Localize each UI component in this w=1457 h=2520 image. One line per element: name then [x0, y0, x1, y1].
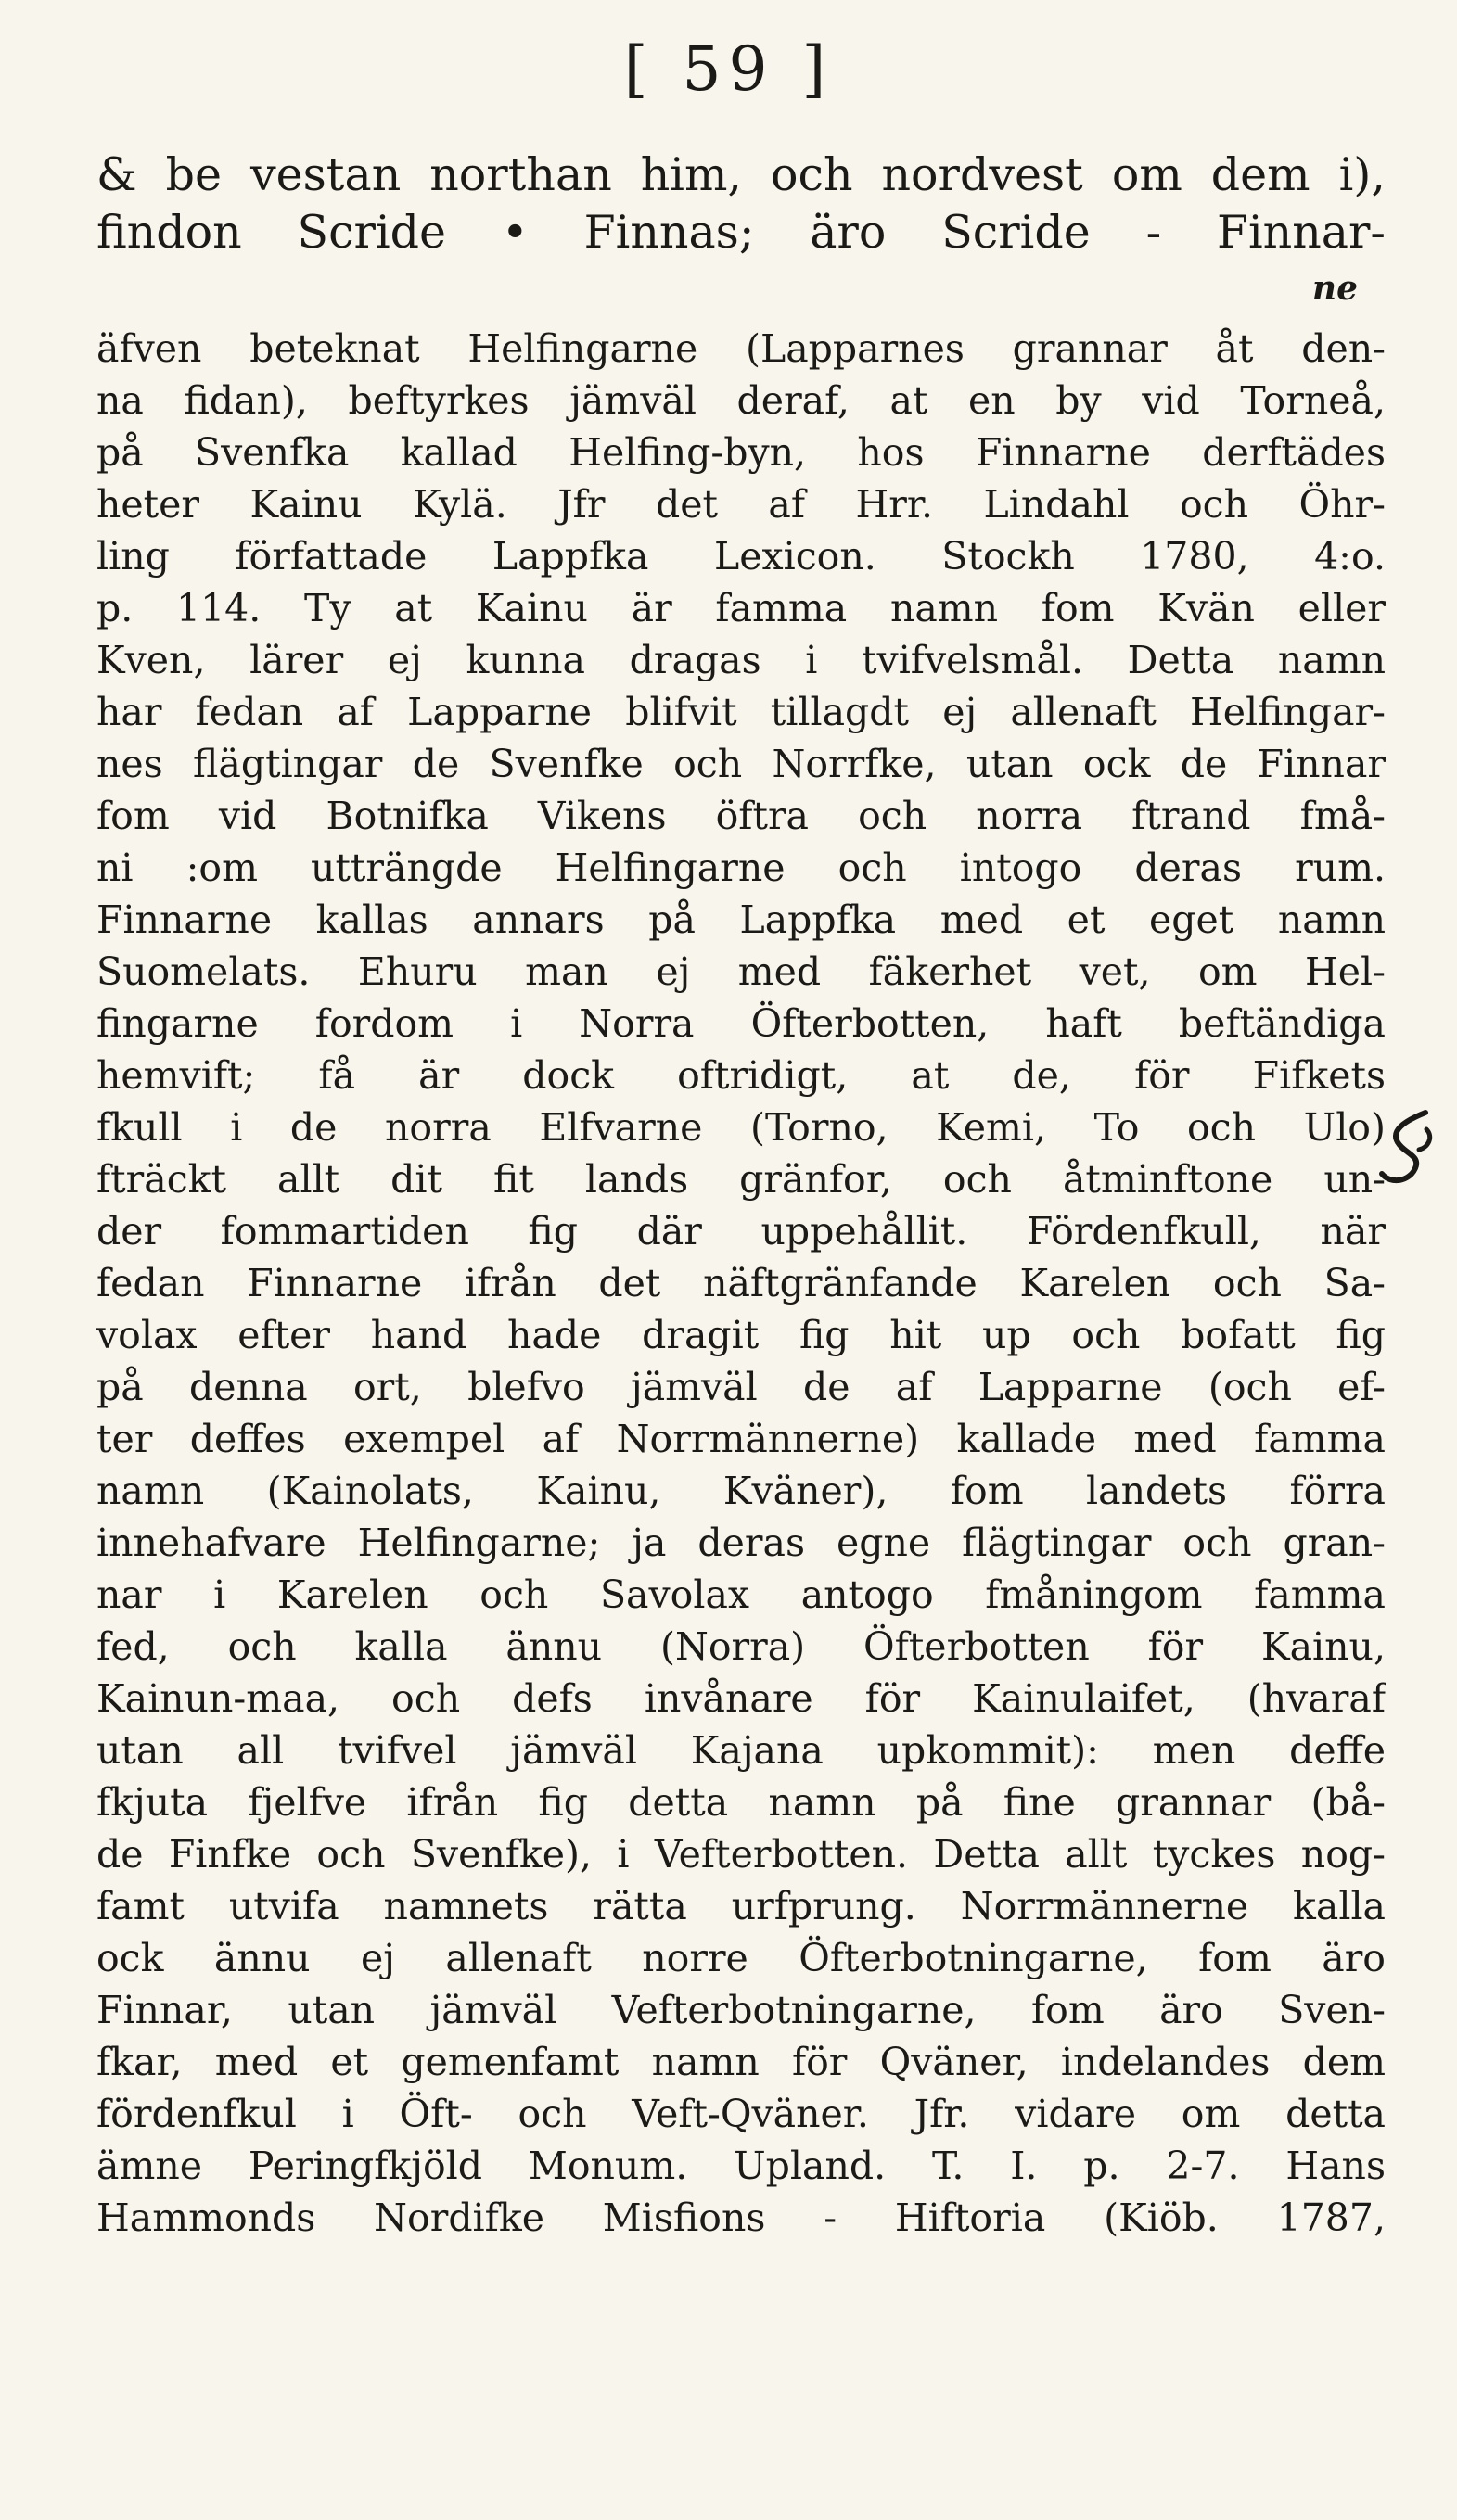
text-block [96, 146, 1386, 2244]
text-line-8: ling författade Lappfka Lexicon. Stockh 1780, 4:o. [96, 534, 1386, 579]
text-line-29: fed, och kalla ännu (Norra) Öfterbotten för Kainu, [96, 1624, 1386, 1669]
text-line-31: utan all tvifvel jämväl Kajana upkommit): men deffe [96, 1728, 1386, 1773]
text-line-36: Finnar, utan jämväl Vefterbotningarne, fom äro Sven- [96, 1988, 1386, 2032]
text-line-14: ni :om utträngde Helfingarne och intogo deras rum. [96, 846, 1386, 890]
text-line-16: Suomelats. Ehuru man ej med fäkerhet vet, om Hel- [96, 949, 1386, 994]
text-line-25: ter deffes exempel af Norrmännerne) kallade med famma [96, 1417, 1386, 1461]
text-line-18: hemvift; få är dock oftridigt, at de, för Fifkets [96, 1053, 1386, 1098]
text-line-35: ock ännu ej allenaft norre Öfterbotningarne, fom äro [96, 1936, 1386, 1980]
text-line-33: de Finfke och Svenfke), i Vefterbotten. Detta allt tyckes nog- [96, 1832, 1386, 1877]
text-line-38: fördenfkul i Öft- och Veft-Qväner. Jfr. vidare om detta [96, 2092, 1386, 2136]
text-line-17: fingarne fordom i Norra Öfterbotten, haft beftändiga [96, 1001, 1386, 1046]
text-line-6: på Svenfka kallad Helfing-byn, hos Finnarne derftädes [96, 430, 1386, 475]
text-line-37: fkar, med et gemenfamt namn för Qväner, indelandes dem [96, 2040, 1386, 2084]
text-line-2: findon Scride • Finnas; äro Scride - Finnar- [96, 206, 1386, 259]
text-line-9: p. 114. Ty at Kainu är famma namn fom Kvän eller [96, 586, 1386, 630]
text-line-21: der fommartiden fig där uppehållit. Fördenfkull, när [96, 1209, 1386, 1254]
text-line-40: Hammonds Nordifke Misfions - Hiftoria (Kiöb. 1787, [96, 2195, 1386, 2240]
text-line-15: Finnarne kallas annars på Lappfka med et eget namn [96, 897, 1386, 942]
text-line-30: Kainun-maa, och defs invånare för Kainulaifet, (hvaraf [96, 1676, 1386, 1721]
text-line-34: famt utvifa namnets rätta urfprung. Norrmännerne kalla [96, 1884, 1386, 1928]
text-line-27: innehafvare Helfingarne; ja deras egne flägtingar och gran- [96, 1521, 1386, 1565]
text-line-5: na fidan), beftyrkes jämväl deraf, at en by vid Torneå, [96, 378, 1386, 423]
text-line-11: har fedan af Lapparne blifvit tillagdt ej allenaft Helfingar- [96, 690, 1386, 734]
text-line-32: fkjuta fjelfve ifrån fig detta namn på fine grannar (bå- [96, 1780, 1386, 1825]
text-line-23: volax efter hand hade dragit fig hit up och bofatt fig [96, 1313, 1386, 1357]
text-line-19: fkull i de norra Elfvarne (Torno, Kemi, To och Ulo) [96, 1105, 1386, 1150]
text-line-12: nes flägtingar de Svenfke och Norrfke, utan ock de Finnar [96, 742, 1386, 786]
text-line-13: fom vid Botnifka Vikens öftra och norra ftrand fmå- [96, 794, 1386, 838]
catchword: ne [1311, 269, 1358, 308]
text-line-39: ämne Peringfkjöld Monum. Upland. T. I. p. 2-7. Hans [96, 2144, 1386, 2188]
spacer [96, 315, 1386, 323]
page-number: [ 59 ] [623, 33, 834, 105]
text-line-24: på denna ort, blefvo jämväl de af Lapparne (och ef- [96, 1365, 1386, 1409]
text-line-22: fedan Finnarne ifrån det näftgränfande Karelen och Sa- [96, 1261, 1386, 1305]
text-line-4: äfven beteknat Helfingarne (Lapparnes grannar åt den- [96, 326, 1386, 371]
text-line-1: & be vestan northan him, och nordvest om dem i), [96, 148, 1386, 201]
text-line-10: Kven, lärer ej kunna dragas i tvifvelsmål. Detta namn [96, 638, 1386, 682]
text-line-26: namn (Kainolats, Kainu, Kväner), fom landets förra [96, 1469, 1386, 1513]
text-line-28: nar i Karelen och Savolax antogo fmåningom famma [96, 1572, 1386, 1617]
text-line-20: fträckt allt dit fit lands gränfor, och åtminftone un- [96, 1157, 1386, 1202]
text-line-7: heter Kainu Kylä. Jfr det af Hrr. Lindahl och Öhr- [96, 482, 1386, 527]
